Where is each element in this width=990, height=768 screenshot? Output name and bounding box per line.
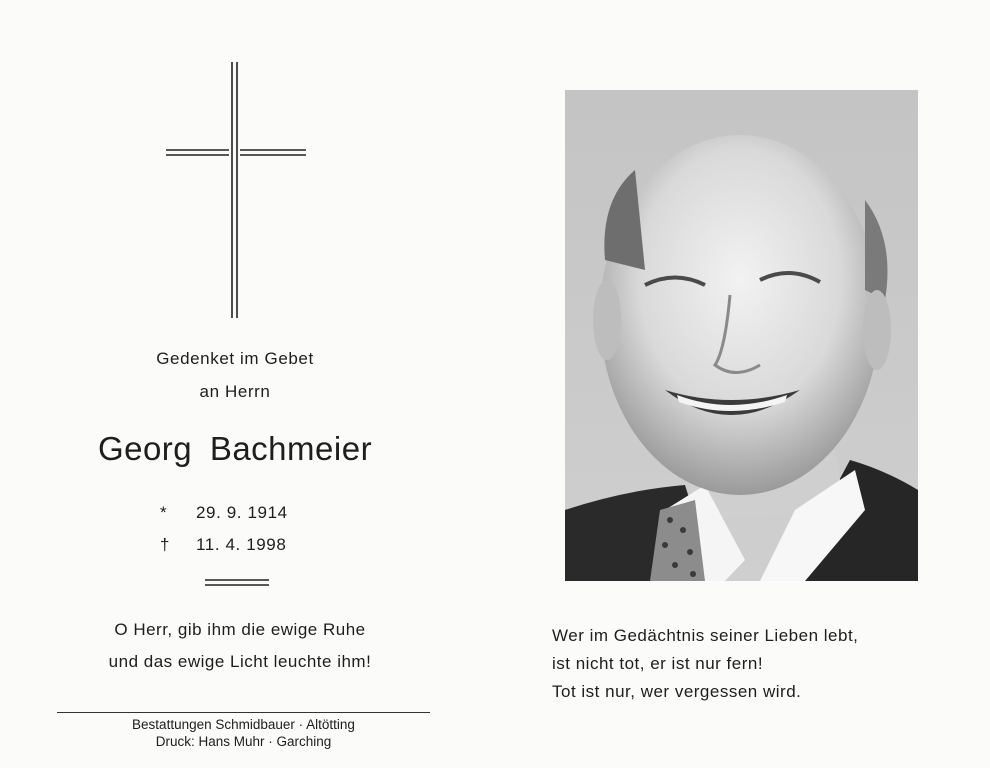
cross-icon	[166, 62, 306, 318]
quote-line-1: Wer im Gedächtnis seiner Lieben lebt,	[552, 626, 859, 645]
portrait-photo	[565, 90, 918, 581]
prayer-subheading: an Herrn	[199, 382, 271, 401]
death-symbol: †	[160, 535, 171, 554]
prayer-line-2: und das ewige Licht leuchte ihm!	[108, 652, 372, 671]
prayer-line-1: O Herr, gib ihm die ewige Ruhe	[114, 620, 366, 639]
death-date-row	[160, 535, 286, 555]
funeral-home-credit: Bestattungen Schmidbauer · Altötting	[132, 717, 355, 732]
birth-date-row	[160, 503, 288, 523]
quote-line-3: Tot ist nur, wer vergessen wird.	[552, 682, 802, 701]
birth-symbol: *	[160, 503, 168, 522]
prayer-heading: Gedenket im Gebet	[156, 349, 314, 368]
deceased-name: Georg Bachmeier	[97, 430, 373, 467]
double-rule-divider	[205, 578, 269, 587]
quote-line-2: ist nicht tot, er ist nur fern!	[552, 654, 764, 673]
printer-credit: Druck: Hans Muhr · Garching	[155, 734, 332, 749]
death-date: 11. 4. 1998	[196, 535, 287, 554]
birth-date: 29. 9. 1914	[196, 503, 288, 522]
footer-divider	[57, 712, 430, 713]
